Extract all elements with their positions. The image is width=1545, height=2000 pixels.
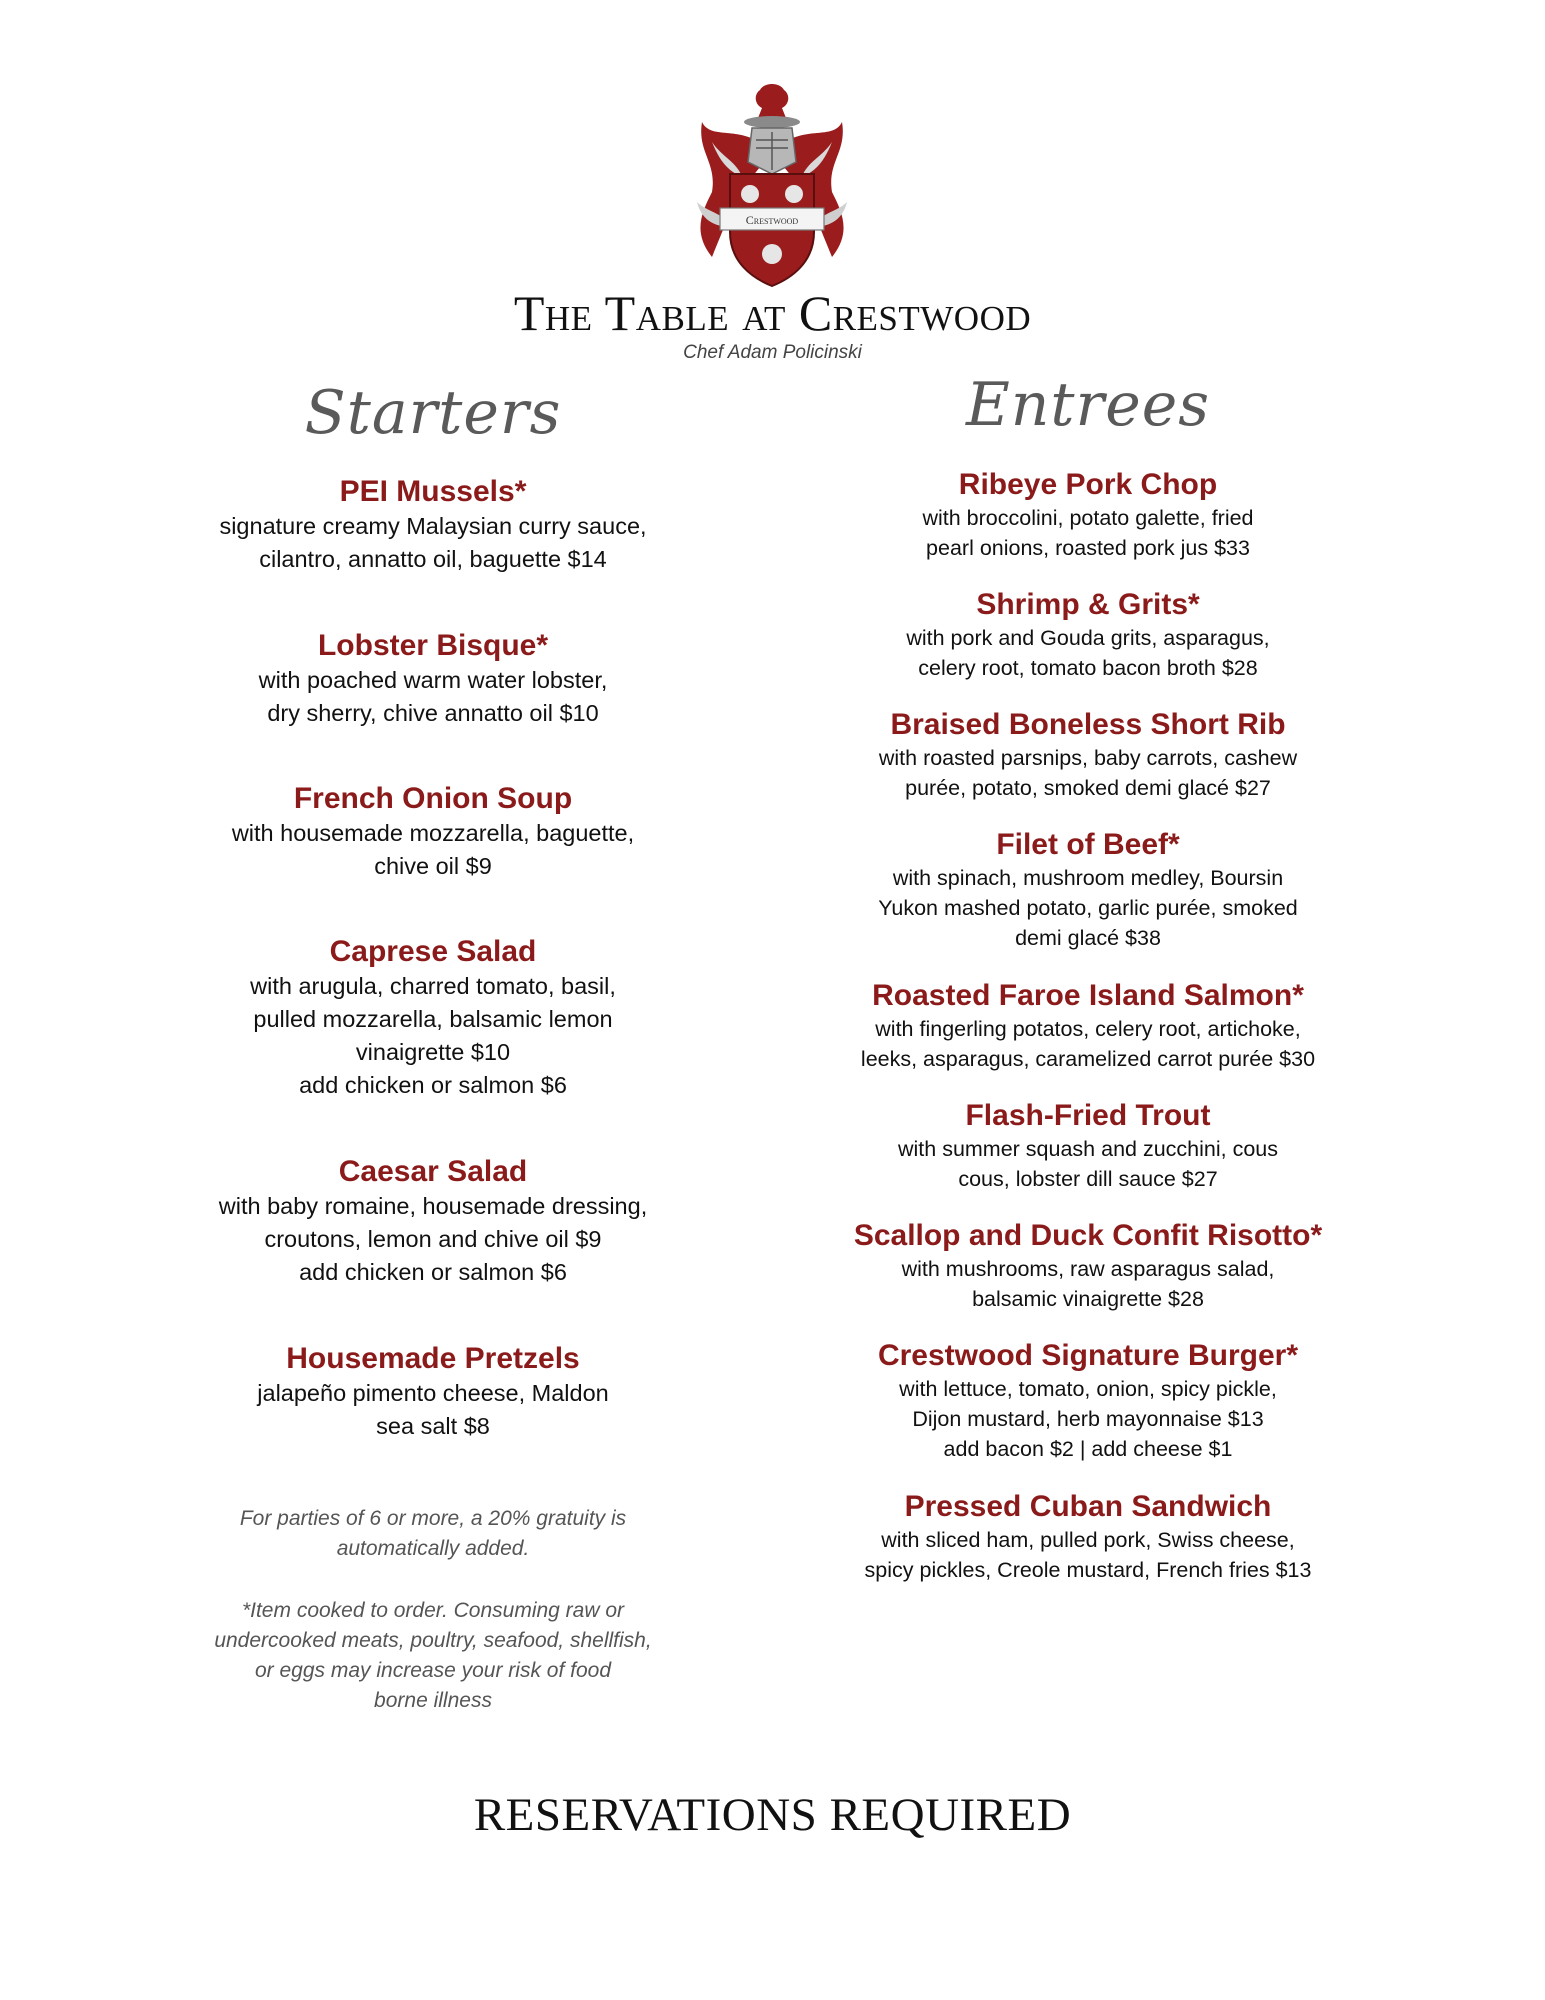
item-desc-line: with summer squash and zucchini, cous: [897, 1137, 1278, 1161]
menu-item: [838, 827, 1338, 953]
note-line: *Item cooked to order. Consuming raw or: [241, 1599, 625, 1622]
item-desc-line: add chicken or salmon $6: [299, 1072, 567, 1098]
item-desc-line: Yukon mashed potato, garlic purée, smoked: [878, 896, 1298, 920]
item-name: Scallop and Duck Confit Risotto*: [853, 1219, 1323, 1252]
item-name: Shrimp & Grits*: [976, 588, 1200, 621]
menu-item: [838, 467, 1338, 563]
starters-heading: Starters: [304, 378, 562, 448]
menu-item: [838, 1489, 1338, 1585]
restaurant-title: The Table at Crestwood: [513, 285, 1032, 341]
item-name: Filet of Beef*: [996, 828, 1180, 861]
item-name: Lobster Bisque*: [317, 629, 549, 662]
menu-item: [188, 1154, 678, 1289]
menu-item: [838, 1218, 1338, 1314]
crest-banner-text: Crestwood: [745, 213, 799, 227]
item-desc-line: leeks, asparagus, caramelized carrot purée $30: [860, 1047, 1316, 1071]
item-name: Roasted Faroe Island Salmon*: [872, 979, 1304, 1012]
item-desc-line: pulled mozzarella, balsamic lemon: [253, 1006, 613, 1032]
item-name: Caesar Salad: [338, 1155, 528, 1188]
item-desc-line: sea salt $8: [376, 1413, 490, 1439]
note-line: or eggs may increase your risk of food: [255, 1659, 611, 1682]
item-desc-line: cous, lobster dill sauce $27: [958, 1167, 1218, 1191]
item-name: French Onion Soup: [293, 782, 573, 815]
item-name: PEI Mussels*: [339, 475, 527, 508]
menu-item: [838, 587, 1338, 683]
note-line: automatically added.: [336, 1537, 530, 1560]
item-name: Pressed Cuban Sandwich: [904, 1490, 1272, 1523]
menu-item: [188, 628, 678, 730]
item-desc-line: with baby romaine, housemade dressing,: [218, 1193, 648, 1219]
item-desc-line: add chicken or salmon $6: [299, 1259, 567, 1285]
note-line: borne illness: [374, 1689, 492, 1712]
item-desc-line: vinaigrette $10: [355, 1039, 511, 1065]
menu-item: [188, 781, 678, 883]
item-desc-line: demi glacé $38: [1015, 926, 1161, 950]
item-desc-line: pearl onions, roasted pork jus $33: [926, 536, 1250, 560]
item-desc-line: with lettuce, tomato, onion, spicy pickle,: [899, 1377, 1277, 1401]
note-line: For parties of 6 or more, a 20% gratuity is: [239, 1507, 627, 1530]
item-desc-line: spicy pickles, Creole mustard, French fries $13: [864, 1558, 1312, 1582]
item-desc-line: cilantro, annatto oil, baguette $14: [259, 546, 607, 572]
item-desc-line: with mushrooms, raw asparagus salad,: [901, 1257, 1275, 1281]
item-desc-line: jalapeño pimento cheese, Maldon: [257, 1380, 609, 1406]
menu-item: [188, 474, 678, 576]
item-desc-line: with housemade mozzarella, baguette,: [231, 820, 635, 846]
item-desc-line: croutons, lemon and chive oil $9: [264, 1226, 602, 1252]
item-desc-line: purée, potato, smoked demi glacé $27: [905, 776, 1271, 800]
item-desc-line: signature creamy Malaysian curry sauce,: [219, 513, 647, 539]
item-desc-line: chive oil $9: [374, 853, 492, 879]
menu-item: [188, 934, 678, 1102]
crestwood-crest-logo: [682, 82, 862, 288]
entrees-heading: Entrees: [965, 370, 1211, 440]
item-name: Housemade Pretzels: [286, 1342, 580, 1375]
item-name: Ribeye Pork Chop: [958, 468, 1218, 501]
menu-item: [838, 1338, 1338, 1464]
item-desc-line: with sliced ham, pulled pork, Swiss cheese,: [881, 1528, 1295, 1552]
item-desc-line: dry sherry, chive annatto oil $10: [267, 700, 599, 726]
chef-name: Chef Adam Policinski: [683, 342, 862, 363]
menu-item: [838, 1098, 1338, 1194]
item-name: Flash-Fried Trout: [965, 1099, 1211, 1132]
item-desc-line: with poached warm water lobster,: [258, 667, 608, 693]
food-safety-advisory: [188, 1596, 678, 1716]
gratuity-note: [188, 1504, 678, 1564]
item-desc-line: celery root, tomato bacon broth $28: [918, 656, 1258, 680]
reservations-notice: RESERVATIONS REQUIRED: [473, 1789, 1072, 1841]
item-name: Crestwood Signature Burger*: [877, 1339, 1299, 1372]
item-desc-line: balsamic vinaigrette $28: [972, 1287, 1204, 1311]
item-desc-line: with fingerling potatos, celery root, artichoke,: [875, 1017, 1301, 1041]
item-name: Braised Boneless Short Rib: [890, 708, 1286, 741]
note-line: undercooked meats, poultry, seafood, shellfish,: [214, 1629, 652, 1652]
item-desc-line: with spinach, mushroom medley, Boursin: [892, 866, 1284, 890]
item-desc-line: with broccolini, potato galette, fried: [922, 506, 1254, 530]
menu-item: [838, 707, 1338, 803]
item-name: Caprese Salad: [329, 935, 537, 968]
item-desc-line: with arugula, charred tomato, basil,: [250, 973, 616, 999]
item-desc-line: with roasted parsnips, baby carrots, cashew: [878, 746, 1298, 770]
menu-item: [188, 1341, 678, 1443]
item-desc-line: Dijon mustard, herb mayonnaise $13: [912, 1407, 1264, 1431]
menu-item: [838, 978, 1338, 1074]
item-desc-line: add bacon $2 | add cheese $1: [943, 1437, 1233, 1461]
item-desc-line: with pork and Gouda grits, asparagus,: [906, 626, 1270, 650]
